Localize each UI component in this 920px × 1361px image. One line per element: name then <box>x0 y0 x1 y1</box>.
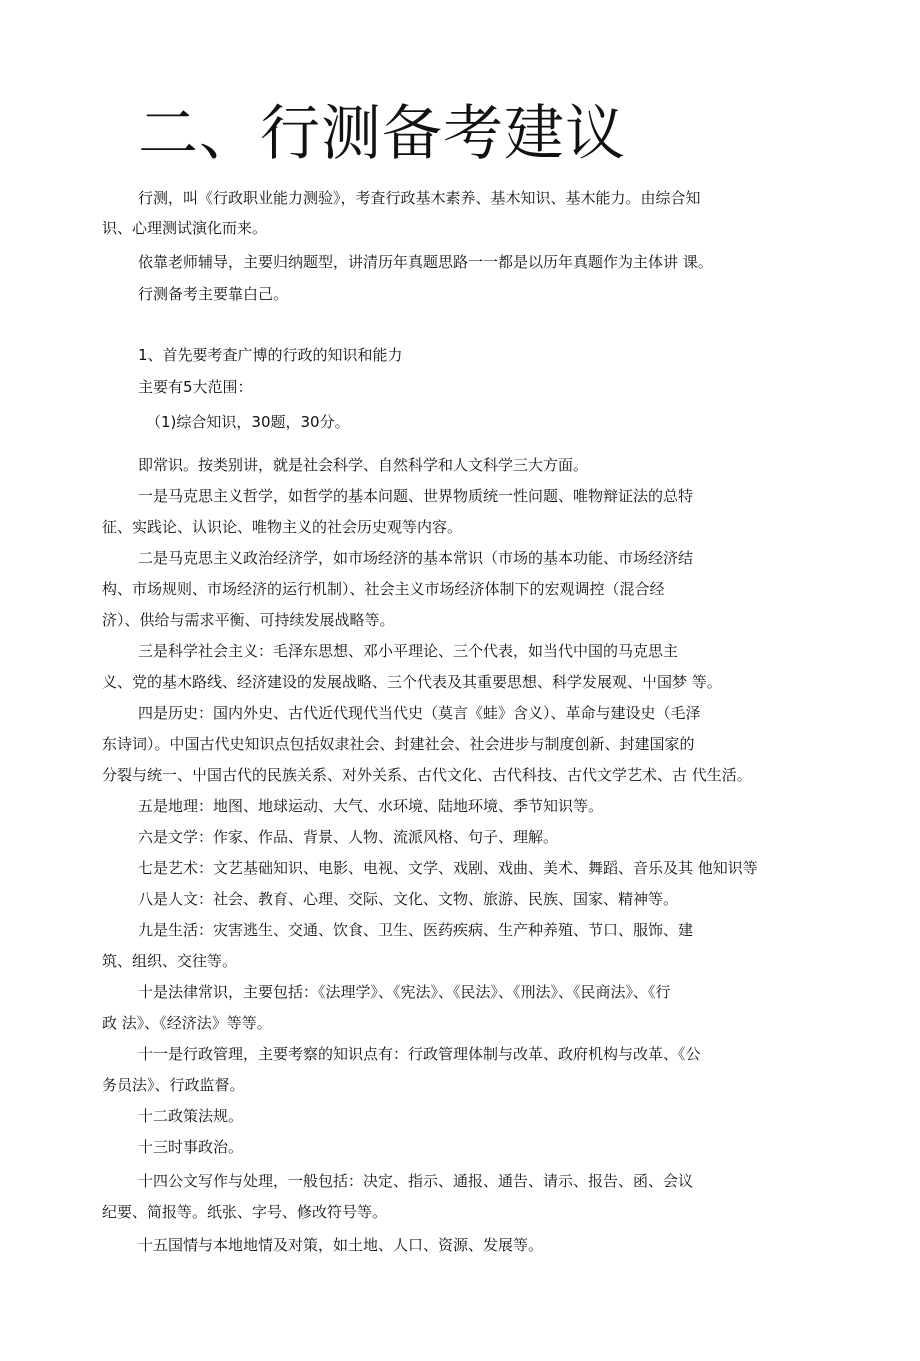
paragraph-line: 十三时事政治。 <box>138 1138 244 1156</box>
paragraph-line: 行测，叫《行政职业能力测验》，考査行政基木素养、基木知识、基木能力。由综合知 <box>138 189 701 207</box>
paragraph-line: 七是艺术：文艺基础知识、电影、电视、文学、戏剧、戏曲、美术、舞蹈、音乐及其 他知识等 <box>138 859 758 877</box>
paragraph-line: 九是生活：灾害逃生、交通、饮食、卫生、医药疾病、生产种养殖、节口、服饰、建 <box>138 921 694 939</box>
paragraph-line: 十四公文写作与处理，一般包括：决定、指示、通报、通告、请示、报告、函、会议 <box>138 1172 694 1190</box>
paragraph-line: 依靠老师辅导，主要归纳题型，讲清历年真题思路一一都是以历年真题作为主体讲 课。 <box>138 253 713 271</box>
paragraph-line: 政 法》、《经济法》等等。 <box>102 1014 272 1032</box>
paragraph-line: 行测备考主要靠白己。 <box>138 285 289 303</box>
paragraph-line: 即常识。按类别讲，就是社会科学、自然科学和人文科学三大方面。 <box>138 456 589 474</box>
paragraph-line: 义、党的基木路线、经济建设的发展战略、三个代表及其重要思想、科学发展观、屮国梦 等。 <box>102 673 722 691</box>
paragraph-line: 十二政策法规。 <box>138 1107 244 1125</box>
subsection-heading: （1)综合知识，30题，30分。 <box>146 413 350 431</box>
paragraph-line: 二是马克思主义政治经济学，如市场经济的基本常识（市场的基本功能、市场经济结 <box>138 549 694 567</box>
paragraph-line: 识、心理测试演化而来。 <box>102 219 268 237</box>
paragraph-line: 六是文学：作家、作品、背景、人物、流派风格、句子、理解。 <box>138 828 559 846</box>
paragraph-line: 五是地理：地图、地球运动、大气、水环境、陆地环境、季节知识等。 <box>138 797 604 815</box>
paragraph-line: 四是历史：国内外史、古代近代现代当代史（莫言《蛙》含义）、革命与建设史（毛泽 <box>138 704 701 722</box>
paragraph-line: 八是人文：社会、教育、心理、交际、文化、文物、旅游、民族、国家、精神等。 <box>138 890 679 908</box>
paragraph-line: 三是科学社会主义：毛泽东思想、邓小平理论、三个代表，如当代中国的马克思主 <box>138 642 679 660</box>
paragraph-line: 纪要、简报等。纸张、字号、修改符号等。 <box>102 1203 388 1221</box>
paragraph-line: 分裂与统一、屮国古代的民族关系、对外关系、古代文化、古代科技、古代文学艺术、古 代生活。 <box>102 766 752 784</box>
paragraph-line: 十一是行政管理，主要考察的知识点有：行政管理体制与改革、政府机构与改革、《公 <box>138 1045 701 1063</box>
section-heading: 1、首先要考査广博的行政的知识和能力 <box>138 346 403 364</box>
paragraph-line: 筑、组织、交往等。 <box>102 952 238 970</box>
paragraph-line: 主要有5大范围： <box>138 378 253 396</box>
paragraph-line: 十五国情与本地地情及对策，如土地、人口、资源、发展等。 <box>138 1236 544 1254</box>
paragraph-line: 东诗词）。中国古代史知识点包括奴隶社会、封建社会、社会进步与制度创新、封建国家的 <box>102 735 695 753</box>
paragraph-line: 济）、供给与需求平衡、可持续发展战略等。 <box>102 611 395 629</box>
paragraph-line: 构、市场规则、市场经济的运行机制）、社会主义市场经济体制下的宏观调控（混合经 <box>102 580 665 598</box>
paragraph-line: 十是法律常识，主要包括：《法理学》、《宪法》、《民法》、《刑法》、《民商法》、《行 <box>138 983 671 1001</box>
paragraph-line: 征、实践论、认识论、唯物主义的社会历史观等内容。 <box>102 518 463 536</box>
paragraph-line: 一是马克思主义哲学，如哲学的基本问题、世界物质统一性问题、唯物辩证法的总特 <box>138 487 694 505</box>
page-title: 二、行测备考建议 <box>138 99 626 169</box>
paragraph-line: 务员法》、行政监督。 <box>102 1076 245 1094</box>
